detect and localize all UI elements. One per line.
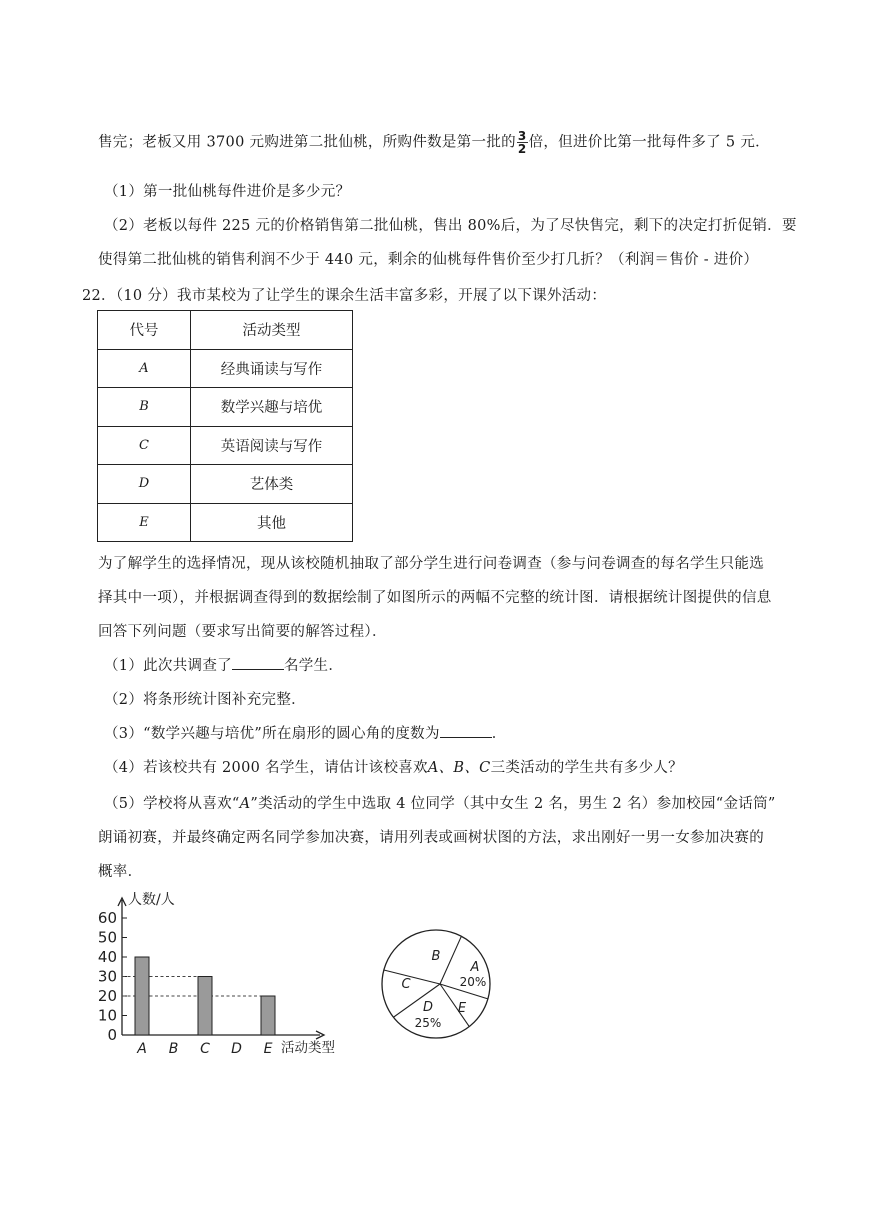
table-cell-type: 其他 (191, 503, 353, 542)
q22-sub5-line2: 朗诵初赛，并最终确定两名同学参加决赛，请用列表或画树状图的方法，求出刚好一男一女参加决赛的 (98, 830, 764, 846)
x-tick-label: D (231, 1041, 242, 1057)
fraction-numerator: 3 (517, 129, 527, 143)
table-row (98, 349, 353, 388)
x-tick-label: B (168, 1041, 179, 1057)
q22-para-line1: 为了解学生的选择情况，现从该校随机抽取了部分学生进行问卷调查（参与问卷调查的每名学生只能选 (98, 556, 764, 572)
bar-A (135, 957, 149, 1035)
q22-para-line3: 回答下列问题（要求写出简要的解答过程）． (98, 624, 387, 640)
table-row (98, 426, 353, 465)
bar-chart (88, 886, 358, 1066)
table-cell-type: 数学兴趣与培优 (191, 388, 353, 427)
fraction-denominator: 2 (517, 142, 527, 156)
q22-sub4 (104, 756, 683, 777)
q22-sub5-text-b: ”类活动的学生中选取 4 位同学（其中女生 2 名，男生 2 名）参加校园“金话筒” (250, 796, 776, 812)
table-row (98, 503, 353, 542)
pie-chart (378, 920, 498, 1048)
q22-header: 22．（10 分）我市某校为了让学生的课余生活丰富多彩，开展了以下课外活动： (82, 288, 607, 304)
q21-line1-text-a: 售完；老板又用 3700 元购进第二批仙桃，所购件数是第一批的 (98, 134, 516, 151)
pie-label-A: A (470, 960, 480, 975)
y-tick-label: 20 (97, 987, 117, 1005)
q22-sub5-line3: 概率． (98, 864, 143, 880)
table-cell-code: D (98, 465, 191, 504)
q22-sub3-text-b: ． (491, 726, 507, 742)
bar-E (261, 996, 275, 1035)
q21-sub1: （1）第一批仙桃每件进价是多少元？ (104, 184, 351, 200)
table-row (98, 465, 353, 504)
q22-sub5-text-a: （5）学校将从喜欢“ (104, 796, 240, 812)
q22-sub5-letter: A (239, 796, 251, 812)
table-cell-code: C (98, 426, 191, 465)
q22-sub3-text-a: （3）“数学兴趣与培优”所在扇形的圆心角的度数为 (104, 726, 440, 742)
table-cell-type: 英语阅读与写作 (191, 426, 353, 465)
table-cell-type: 艺体类 (191, 465, 353, 504)
y-tick-label: 50 (97, 928, 117, 947)
pie-label-B: B (431, 949, 441, 964)
table-row (98, 388, 353, 427)
y-axis-label: 人数/人 (128, 892, 175, 908)
y-tick-label: 60 (97, 909, 117, 927)
x-tick-label: C (200, 1041, 210, 1057)
fraction-three-halves (517, 130, 528, 155)
q22-sub4-letters: A、B、C (427, 760, 491, 776)
pie-label-E: E (457, 1001, 467, 1016)
q21-line1 (98, 130, 770, 155)
x-tick-label: A (137, 1041, 147, 1057)
activity-table (97, 310, 353, 542)
y-tick-label: 0 (107, 1026, 117, 1044)
q21-sub2-line1: （2）老板以每件 225 元的价格销售第二批仙桃，售出 80%后，为了尽快售完，剩下的决定打折促销．要 (104, 218, 797, 234)
q22-sub1-text-a: （1）此次共调查了 (104, 658, 232, 674)
q22-sub3 (104, 722, 507, 743)
q22-sub4-text-b: 三类活动的学生共有多少人？ (490, 760, 683, 776)
table-cell-code: A (98, 349, 191, 388)
pie-label-C: C (401, 977, 411, 992)
y-tick-label: 40 (97, 948, 117, 966)
q22-para-line2: 择其中一项），并根据调查得到的数据绘制了如图所示的两幅不完整的统计图．请根据统计图提供的信息 (98, 590, 772, 606)
q21-line1-text-b: 倍，但进价比第一批每件多了 5 元． (528, 134, 770, 151)
pie-label-D: D (422, 1000, 434, 1015)
table-header-code: 代号 (98, 311, 191, 350)
answer-blank[interactable] (440, 723, 492, 738)
y-tick-label: 10 (97, 1006, 117, 1025)
q22-sub1 (104, 654, 343, 675)
pie-percent-D: 25% (414, 1016, 442, 1030)
q22-sub1-text-b: 名学生． (283, 658, 344, 674)
y-tick-label: 30 (97, 967, 117, 986)
table-cell-code: B (98, 388, 191, 427)
q22-sub5-line1 (104, 792, 776, 813)
x-axis-label: 活动类型 (281, 1040, 335, 1056)
table-header-type: 活动类型 (191, 311, 353, 350)
bar-C (198, 977, 212, 1036)
q22-sub2: （2）将条形统计图补充完整． (104, 692, 306, 708)
answer-blank[interactable] (232, 655, 284, 670)
x-tick-label: E (263, 1041, 273, 1057)
q22-sub4-text-a: （4）若该校共有 2000 名学生，请估计该校喜欢 (104, 760, 428, 776)
table-cell-type: 经典诵读与写作 (191, 349, 353, 388)
pie-percent-A: 20% (459, 975, 487, 989)
q21-sub2-line2: 使得第二批仙桃的销售利润不少于 440 元，剩余的仙桃每件售价至少打几折？（利润＝售价 - 进价） (98, 252, 759, 268)
table-header-row (98, 311, 353, 350)
table-cell-code: E (98, 503, 191, 542)
